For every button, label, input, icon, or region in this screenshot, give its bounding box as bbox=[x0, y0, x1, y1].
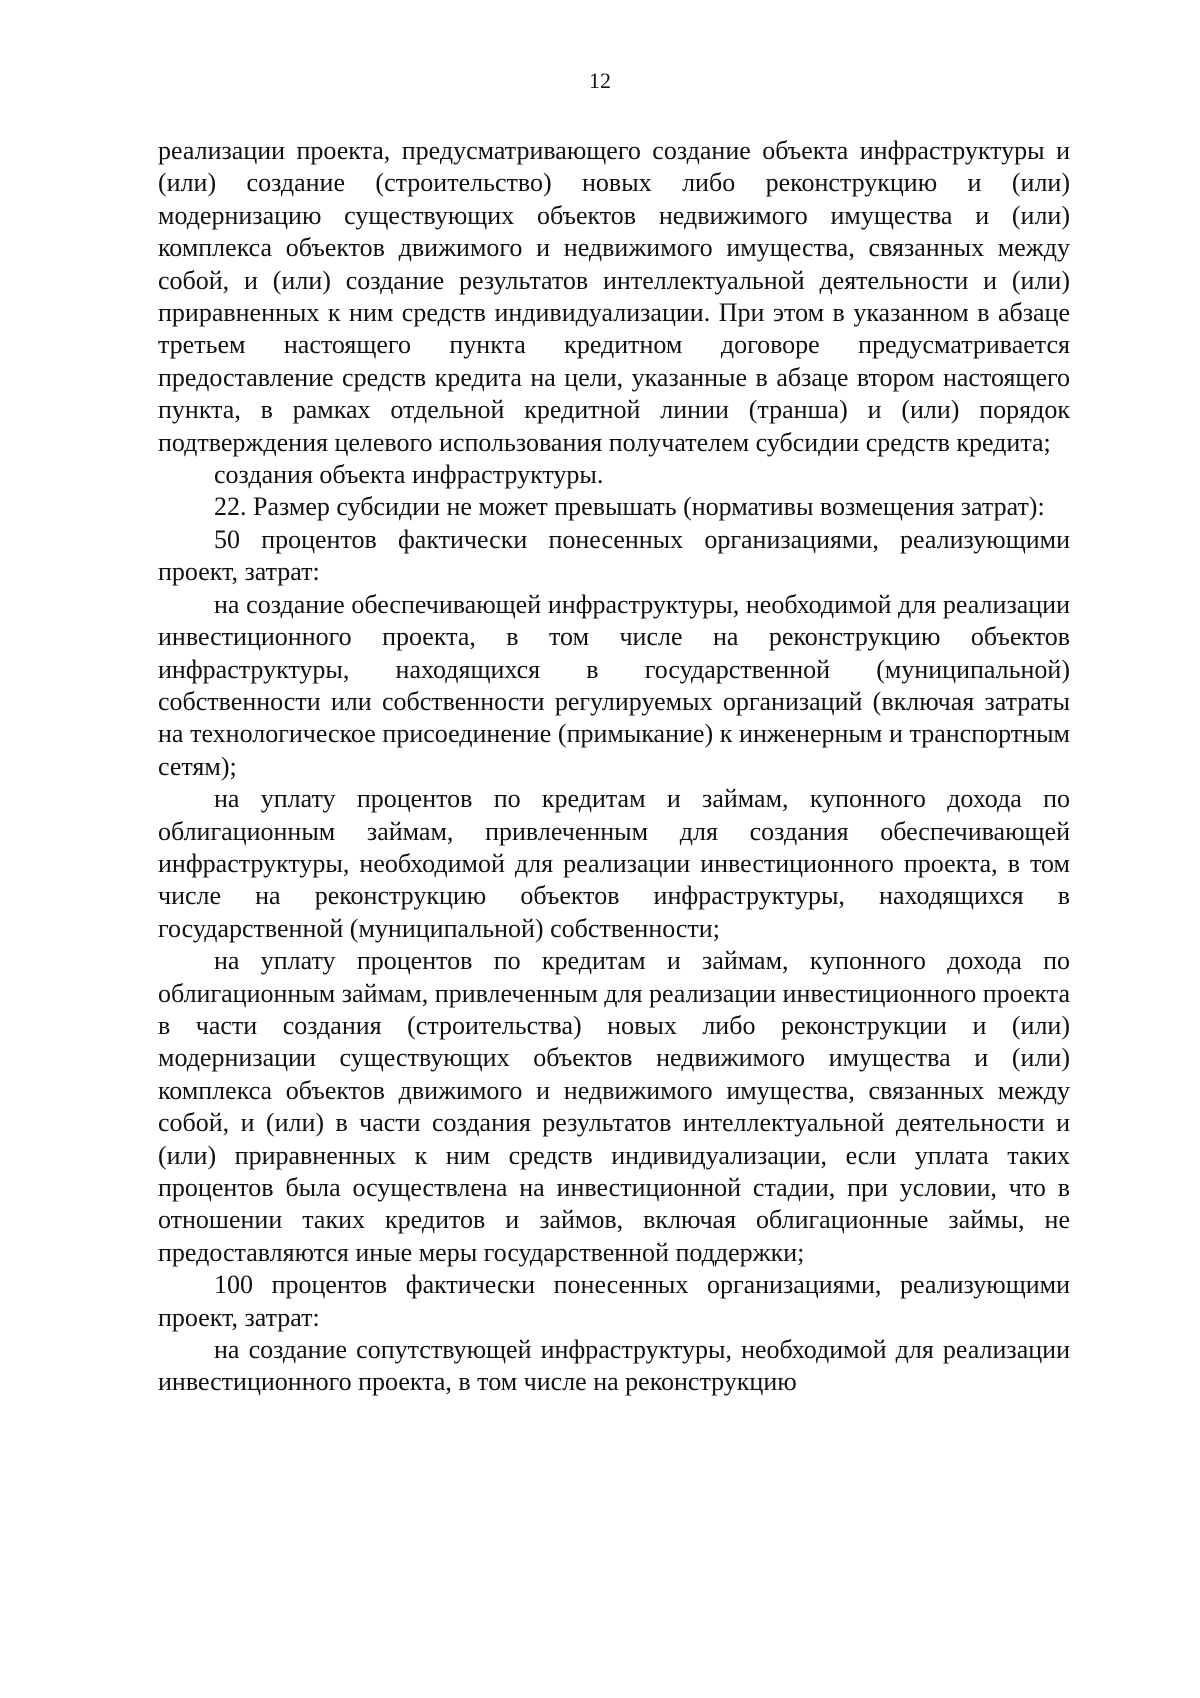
paragraph-interest-project-loans: на уплату процентов по кредитам и займам, купонного дохода по облигационным займам, привлеченным для реализации инвестиционного проекта в части создания (строительства) новых либо реконструкции и (или) модернизации существующих объектов недвижимого имущества и (или) комплекса объектов движимого и недвижимого имущества, связанных между собой, и (или) в части создания результатов интеллектуальной деятельности и (или) приравненных к ним средств индивидуализации, если уплата таких процентов была осуществлена на инвестиционной стадии, при условии, что в отношении таких кредитов и займов, включая облигационные займы, не предоставляются иные меры государственной поддержки; bbox=[158, 946, 1070, 1267]
paragraph-clause-22-subsidy-size: 22. Размер субсидии не может превышать (нормативы возмещения затрат): bbox=[214, 492, 1045, 522]
paragraph-supporting-infrastructure: на создание обеспечивающей инфраструктуры, необходимой для реализации инвестиционного проекта, в том числе на реконструкцию объектов инфраструктуры, находящихся в государственной (муниципальной) собственности или собственности регулируемых организаций (включая затраты на технологическое присоединение (примыкание) к инженерным и транспортным сетям); bbox=[158, 589, 1070, 781]
document-body bbox=[158, 135, 1070, 1399]
paragraph-accompanying-infrastructure: на создание сопутствующей инфраструктуры, необходимой для реализации инвестиционного проекта, в том числе на реконструкцию bbox=[158, 1335, 1070, 1397]
paragraph-project-credit-terms: реализации проекта, предусматривающего создание объекта инфраструктуры и (или) создание (строительство) новых либо реконструкцию и (или) модернизацию существующих объектов недвижимого имущества и (или) комплекса объектов движимого и недвижимого имущества, связанных между собой, и (или) создание результатов интеллектуальной деятельности и (или) приравненных к ним средств индивидуализации. При этом в указанном в абзаце третьем настоящего пункта кредитном договоре предусматривается предоставление средств кредита на цели, указанные в абзаце втором настоящего пункта, в рамках отдельной кредитной линии (транша) и (или) порядок подтверждения целевого использования получателем субсидии средств кредита; bbox=[158, 136, 1070, 457]
paragraph-interest-infrastructure-loans: на уплату процентов по кредитам и займам, купонного дохода по облигационным займам, привлеченным для создания обеспечивающей инфраструктуры, необходимой для реализации инвестиционного проекта, в том числе на реконструкцию объектов инфраструктуры, находящихся в государственной (муниципальной) собственности; bbox=[158, 784, 1070, 943]
paragraph-infrastructure-creation: создания объекта инфраструктуры. bbox=[214, 460, 604, 490]
page-number: 12 bbox=[589, 68, 611, 93]
paragraph-fifty-percent-costs: 50 процентов фактически понесенных организациями, реализующими проект, затрат: bbox=[158, 524, 1070, 587]
paragraph-hundred-percent-costs: 100 процентов фактически понесенных организациями, реализующими проект, затрат: bbox=[158, 1270, 1070, 1332]
